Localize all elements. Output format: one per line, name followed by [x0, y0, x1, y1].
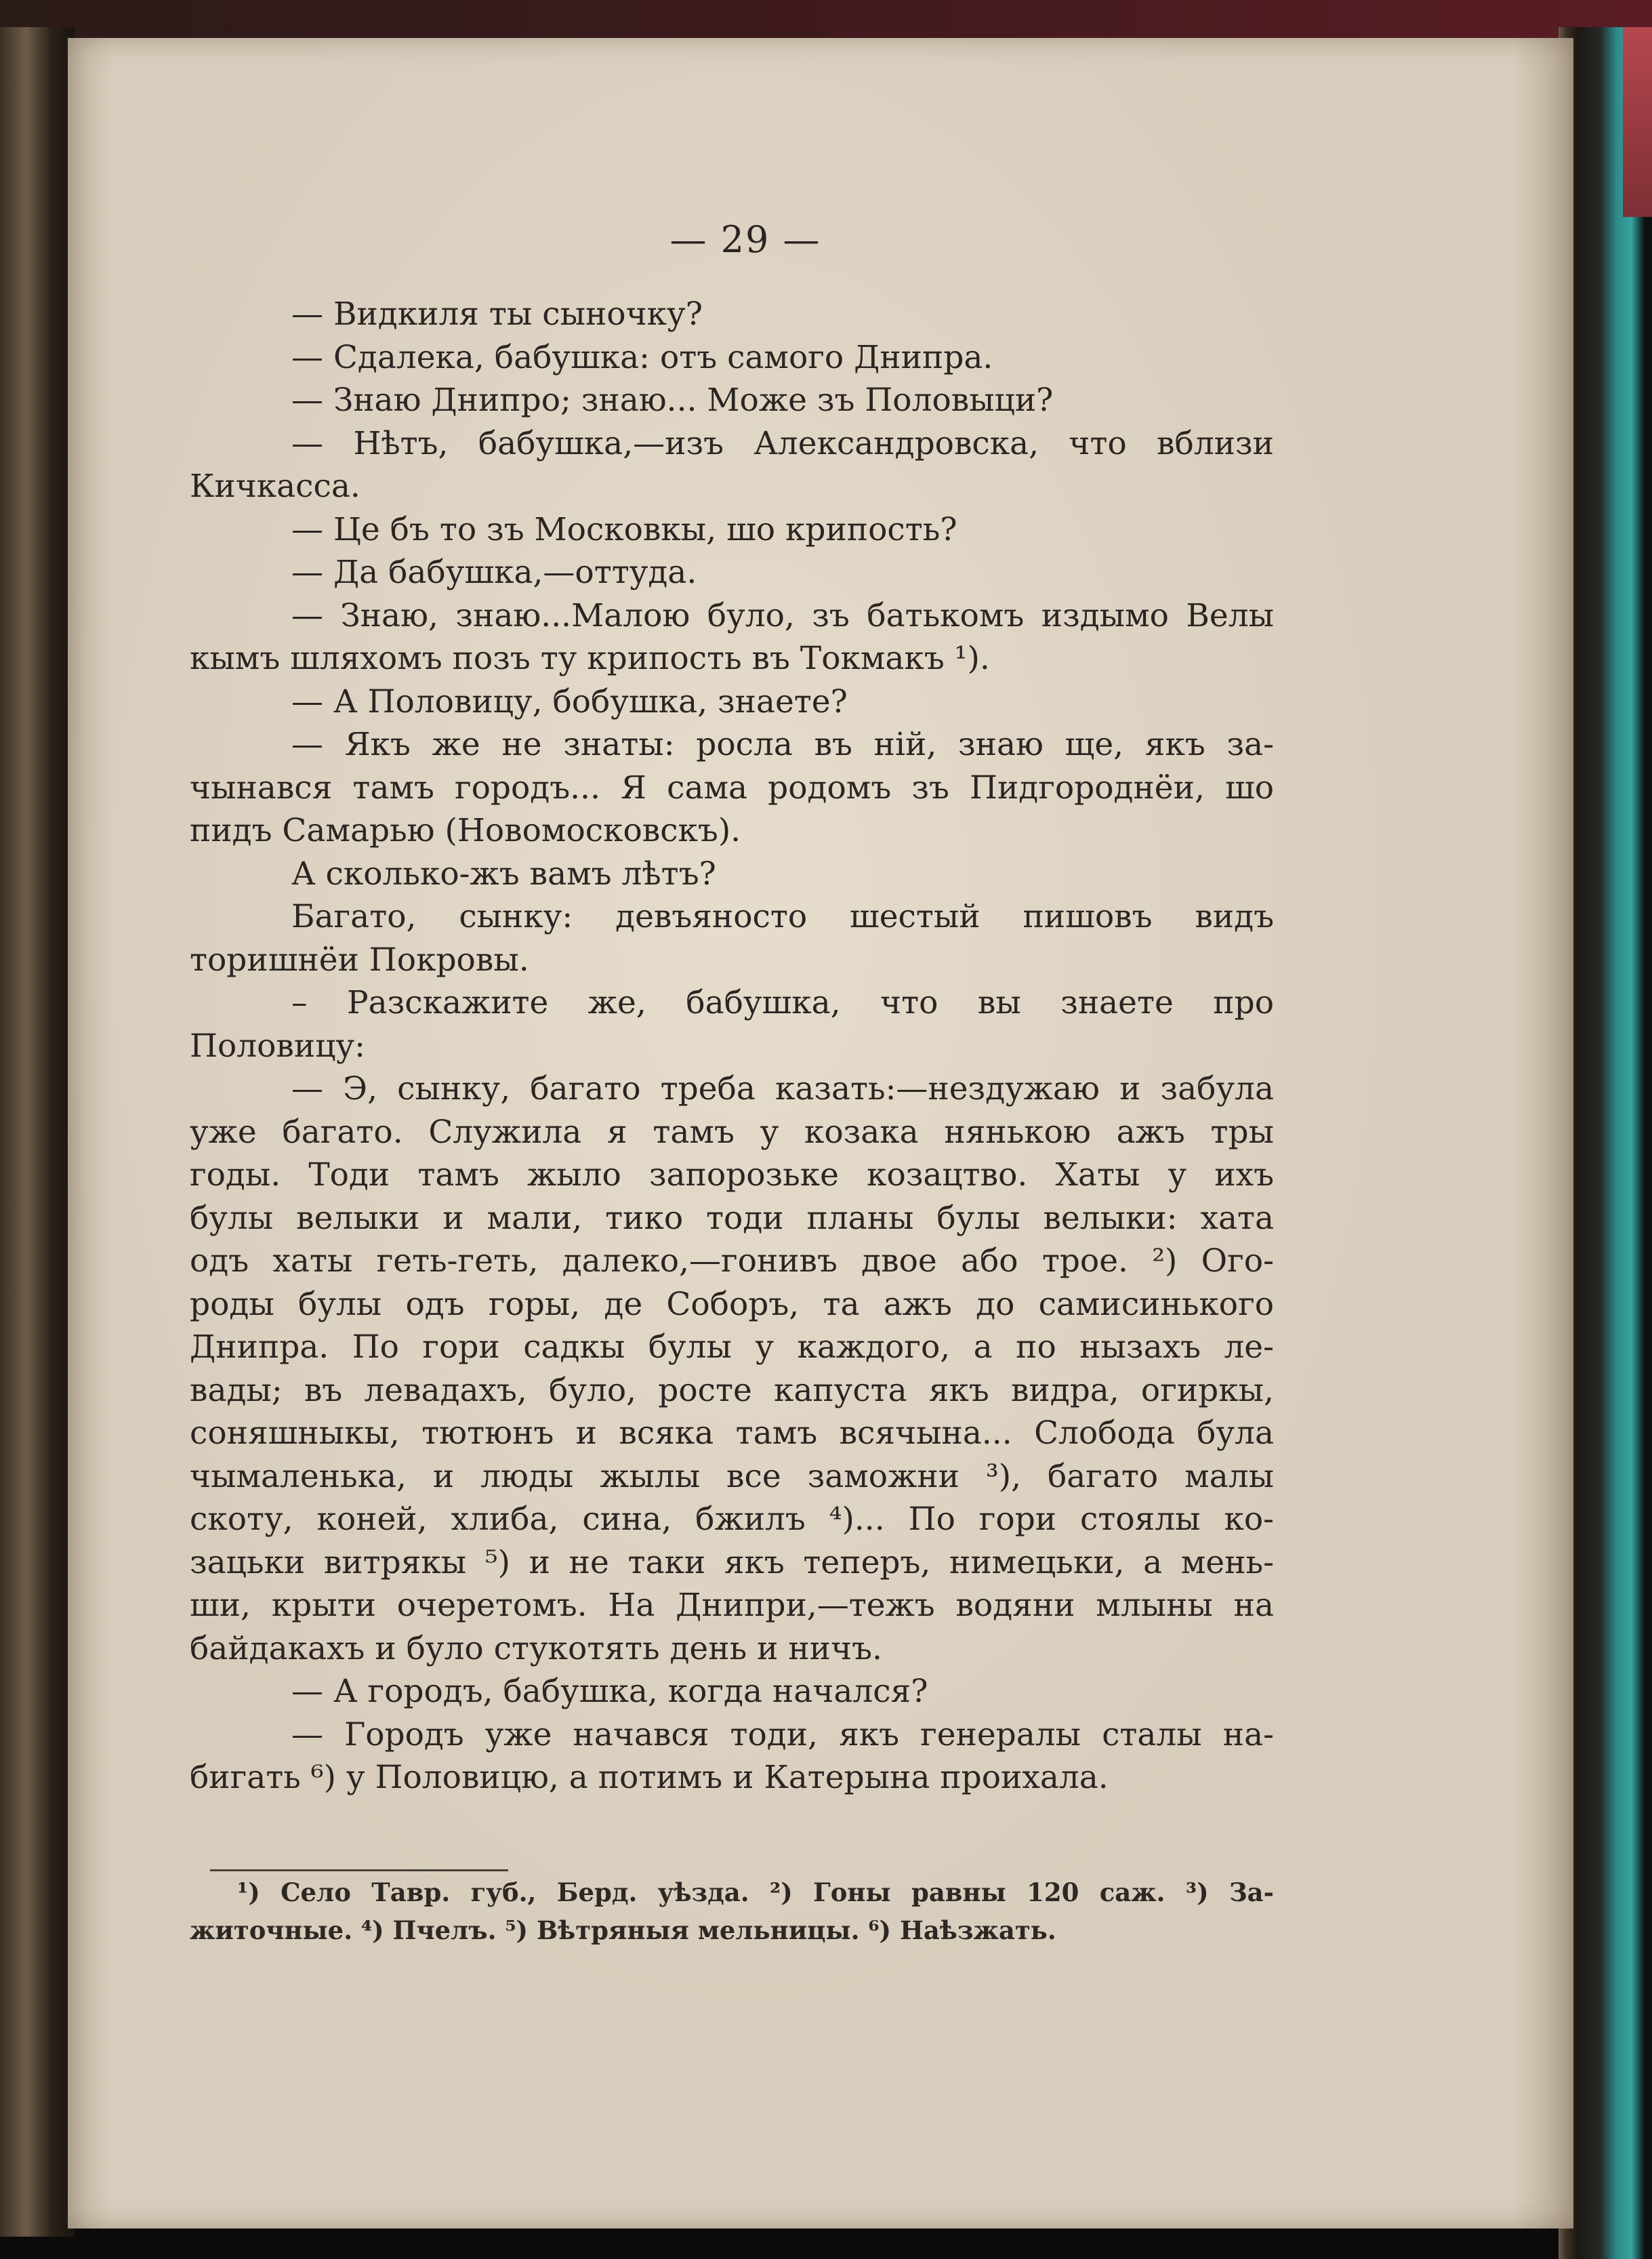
text-line: бигать ⁶) у Половицю, а потимъ и Катерына проихала.: [190, 1759, 1109, 1796]
text-line: — А городъ, бабушка, когда начался?: [291, 1673, 928, 1710]
footnote-line: житочные. ⁴) Пчелъ. ⁵) Вѣтряныя мельницы. ⁶) Наѣзжать.: [190, 1915, 1056, 1945]
page-number: — 29 —: [669, 218, 821, 261]
text-line: чымаленька, и люды жылы все заможни ³), багато малы: [190, 1457, 1274, 1495]
footnotes: [190, 1873, 1274, 1949]
text-line: чынався тамъ городъ... Я сама родомъ зъ Пидгороднёи, шо: [190, 769, 1274, 807]
footnote-divider: [210, 1869, 508, 1871]
body-text: [190, 293, 1274, 1799]
text-line: Кичкасса.: [190, 468, 360, 505]
right-red-cover-corner: [1623, 27, 1652, 217]
text-line: А сколько-жъ вамъ лѣтъ?: [291, 855, 716, 893]
text-line: соняшныкы, тютюнъ и всяка тамъ всячына... Слобода була: [190, 1415, 1274, 1452]
text-line: байдакахъ и було стукотять день и ничъ.: [190, 1629, 882, 1667]
text-line: булы велыки и мали, тико тоди планы булы велыки: хата: [190, 1199, 1274, 1237]
text-line: — Городъ уже начався тоди, якъ генералы сталы на-: [291, 1715, 1274, 1753]
text-line: — Видкиля ты сыночку?: [291, 296, 703, 333]
text-line: — Це бъ то зъ Московкы, шо крипость?: [291, 510, 957, 548]
text-line: — Сдалека, бабушка: отъ самого Днипра.: [291, 338, 993, 376]
text-line: — Нѣтъ, бабушка,—изъ Александровска, что вблизи: [291, 424, 1274, 462]
left-book-spine: [0, 27, 75, 2237]
text-line: торишнёи Покровы.: [190, 941, 529, 979]
text-line: Днипра. По гори садкы булы у каждого, а по нызахъ ле-: [190, 1328, 1274, 1366]
text-line: ши, крыти очеретомъ. На Днипри,—тежъ водяни млыны на: [190, 1587, 1274, 1624]
text-line: уже багато. Служила я тамъ у козака нянькою ажъ тры: [190, 1113, 1274, 1151]
text-line: — Э, сынку, багато треба казать:—нездужаю и забула: [291, 1070, 1274, 1107]
text-line: Половицу:: [190, 1027, 365, 1065]
text-line: роды булы одъ горы, де Соборъ, та ажъ до самисинького: [190, 1285, 1274, 1323]
text-line: годы. Тоди тамъ жыло запорозьке козацтво. Хаты у ихъ: [190, 1156, 1274, 1194]
text-line: одъ хаты геть-геть, далеко,—гонивъ двое або трое. ²) Ого-: [190, 1242, 1274, 1280]
text-line: зацьки витрякы ⁵) и не таки якъ теперъ, нимецьки, а мень-: [190, 1543, 1274, 1581]
text-line: — Да бабушка,—оттуда.: [291, 554, 697, 591]
text-line: — А Половицу, бобушка, знаете?: [291, 683, 848, 720]
text-line: вады; въ левадахъ, було, росте капуста якъ видра, огиркы,: [190, 1371, 1274, 1409]
footnote-line: ¹) Село Тавр. губ., Берд. уѣзда. ²) Гоны равны 120 саж. ³) За-: [237, 1877, 1274, 1907]
text-line: кымъ шляхомъ позъ ту крипость въ Токмакъ ¹).: [190, 640, 990, 677]
text-line: — Знаю Днипро; знаю... Може зъ Половыци?: [291, 382, 1054, 419]
text-line: Багато, сынку: девъяносто шестый пишовъ видъ: [291, 898, 1274, 935]
text-line: пидъ Самарью (Новомосковскъ).: [190, 812, 741, 849]
text-line: – Разскажите же, бабушка, что вы знаете про: [291, 984, 1274, 1021]
top-cover-edge: [0, 0, 1652, 41]
text-line: — Якъ же не знаты: росла въ ній, знаю ще, якъ за-: [291, 726, 1274, 763]
text-line: скоту, коней, хлиба, сина, бжилъ ⁴)... По гори стоялы ко-: [190, 1501, 1274, 1538]
text-line: — Знаю, знаю...Малою було, зъ батькомъ издымо Велы: [291, 596, 1274, 634]
